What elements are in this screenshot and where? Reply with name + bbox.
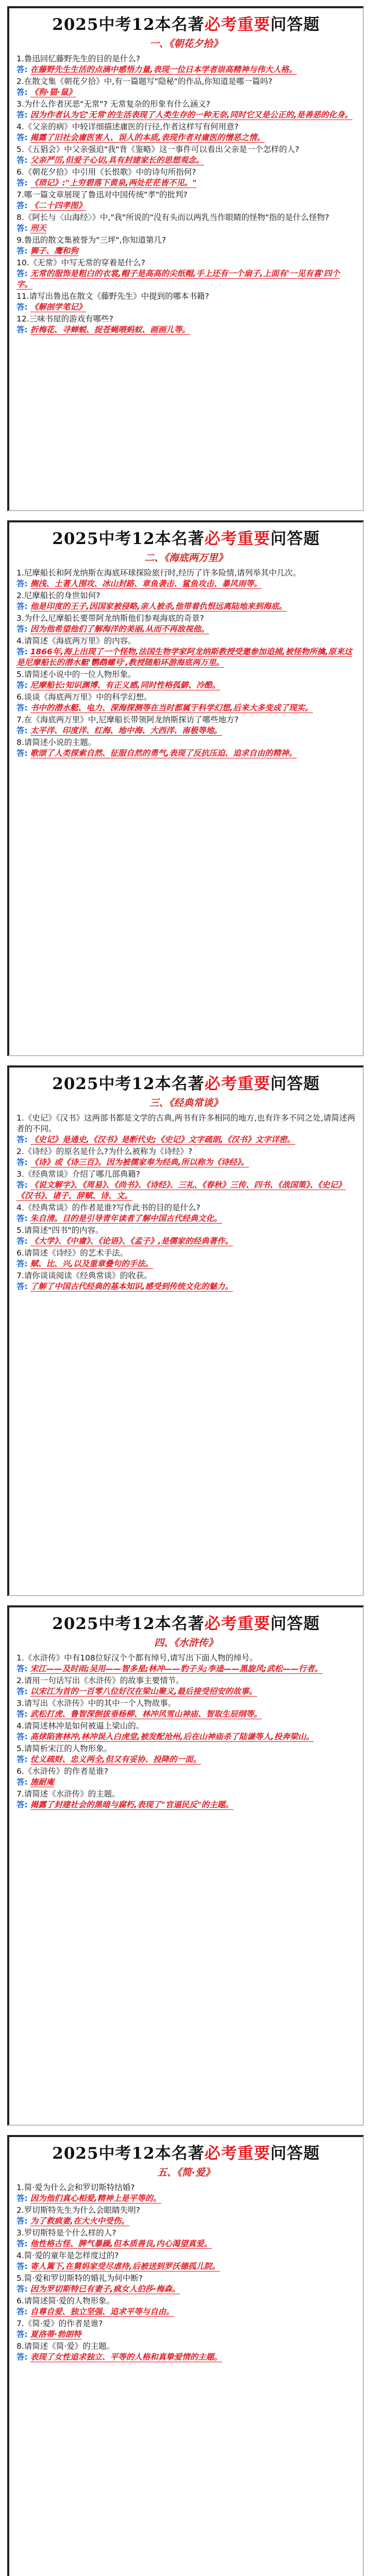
answer: 答: 刑天 [16,224,46,233]
answer: 答: 因为罗切斯特已有妻子,疯女人伯莎·梅森。 [16,2284,180,2294]
question: 1.尼摩船长和阿龙纳斯在海底环球探险旅行时,经历了许多险情,请列举其中几次。 [16,568,301,578]
question: 12.三味书屋的游戏有哪些? [16,314,113,324]
qa-list [16,1653,356,1810]
answer: 答: 朱自清。目的是引导青年读者了解中国古代经典文化。 [16,1214,222,1223]
answer: 答: 《解剖学笔记》 [16,302,87,312]
answer: 答: 无常的服饰是粗白的衣裳,帽子是高高的尖纸帽,手上还有一个扇子,上面有'一见有喜'四个字。 [16,269,340,289]
section-subtitle: 五、《简·爱》 [157,2167,215,2178]
question: 11.请写出鲁迅在散文《藤野先生》中提到的哪本书籍? [16,292,209,301]
question: 5.请简述小说中的一位人物形象。 [16,670,136,679]
section-shuihu [7,1605,364,2126]
section-subtitle: 四、《水浒传》 [154,1637,218,1649]
qa-list [16,568,356,759]
answer: 答: 折梅花、寻蝉蜕、捉苍蝇喂蚂蚁、画画儿等。 [16,325,190,334]
answer: 答: 表现了女性追求独立、平等的人格和真挚爱情的主题。 [16,2352,222,2362]
answer: 答: 因为他希望他们了解海洋的美丽,从而不再敌视他。 [16,624,209,634]
qa-list [16,1113,356,1292]
question: 2.罗切斯特先生为什么会眼睛失明? [16,2206,141,2215]
answer: 答: 《大学》、《中庸》、《论语》、《孟子》,是儒家的经典著作。 [16,1236,233,1246]
answer: 答: 仗义疏财、忠义两全,但又有妥协、投降的一面。 [16,1755,201,1764]
answer: 答: 他性格古怪、脾气暴躁,但本质善良,内心渴望真爱。 [16,2239,212,2248]
answer: 答: 狮子、鹰和狗 [16,246,78,256]
answer: 答: 为了救疯妻,在大火中受伤。 [16,2216,129,2226]
answer: 答: 赋、比、兴,以及重章叠句的手法。 [16,1259,154,1268]
answer: 答: 《史记》是通史,《汉书》是断代史;《史记》文字疏朗,《汉书》文字详密。 [16,1135,295,1144]
question: 1.《水浒传》中有108位好汉个个都有绰号,请写出下面人物的绰号。 [16,1653,258,1663]
section-title: 2025中考12本名著必考重要问答题 [52,1075,320,1093]
answer: 答: 揭露了封建社会的黑暗与腐朽,表现了"官逼民反"的主题。 [16,1800,233,1809]
section-title: 2025中考12本名著必考重要问答题 [52,2144,320,2163]
question: 1.鲁迅回忆藤野先生的目的是什么? [16,54,141,63]
answer: 答: 1866年,海上出现了一个怪物,法国生物学家阿龙纳斯教授受邀参加追捕,被怪物所擒,原来这是尼摩船长的潜水艇'鹦鹉螺号',教授随船环游海底两万里。 [16,647,352,667]
answer: 答: 施耐庵 [16,1777,55,1787]
question: 5.请简述"四书"的内容。 [16,1226,104,1235]
question: 4.请简述林冲是如何被逼上梁山的。 [16,1721,144,1731]
question: 7.《简·爱》的作者是谁? [16,2319,103,2328]
question: 5.简·爱和罗切斯特的婚礼为何中断? [16,2274,143,2283]
answer: 答: 寄人篱下,在舅妈家受尽虐待,后被送到罗沃德孤儿院。 [16,2262,220,2271]
answer: 答: 父亲严厉,但爱子心切,具有封建家长的思想观念。 [16,156,204,165]
answer: 答: 宋江——及时雨;吴用——智多星;林冲——豹子头;李逵——黑旋风;武松——行者。 [16,1664,323,1673]
answer: 答: 搁浅、土著人围攻、冰山封路、章鱼袭击、鲨鱼攻击、暴风雨等。 [16,579,262,588]
question: 9.鲁迅的散文集被誉为"三坪",你知道第几? [16,235,166,245]
question: 6.请简述简·爱的人物形象。 [16,2296,115,2306]
question: 7.哪一篇文章展现了鲁迅对中国传统"孝"的批判? [16,190,188,199]
section-title: 2025中考12本名著必考重要问答题 [52,530,320,548]
answer: 答: 因为他们真心相爱,精神上是平等的。 [16,2194,161,2203]
answer: 答: 揭露了旧社会庸医害人、误人的本质,表现作者对庸医的憎恶之情。 [16,133,265,142]
question: 2.尼摩船长的身世如何? [16,591,100,600]
question: 4.《父亲的病》中较详细描述庸医的行径,作者这样写有何用意? [16,122,239,131]
section-jianai [7,2135,364,2576]
answer: 答: 了解了中国古代经典的基本知识,感受到传统文化的魅力。 [16,1282,233,1291]
answer: 答: 书中的潜水艇、电力、深海探测等在当时都属于科学幻想,后来大多变成了现实。 [16,703,313,713]
answer: 答: 《琐记》:"上穷碧落下黄泉,两处茫茫皆不见。" [16,178,197,188]
question: 5.《五猖会》中父亲强迫"我"背《鉴略》这一事件可以看出父亲是一个怎样的人? [16,145,299,154]
question: 5.请简析宋江的人物形象。 [16,1744,112,1753]
answer: 答: 在藤野先生生活的点滴中感悟力量,表现一位日本学者崇高精神与伟大人格。 [16,65,297,74]
question: 7.请你谈谈阅读《经典常谈》的收获。 [16,1271,152,1280]
qa-list [16,2182,356,2363]
answer: 答: 《二十四孝图》 [16,201,87,210]
question: 8.请简述《简·爱》的主题。 [16,2342,115,2351]
question: 8.《阿长与〈山海经〉》中,"我"所说的"没有头而以两乳当作眼睛的怪物"指的是什么怪物? [16,213,329,222]
answer: 答: 尼摩船长:知识渊博、有正义感,同时性格孤僻、冷酷。 [16,681,221,690]
question: 1.《史记》《汉书》这两部书都是文学的古典,两书有许多相同的地方,也有许多不同之处,请简述两者的不同。 [16,1113,356,1133]
question: 2.《诗经》的原名是什么?为什么被称为《诗经》? [16,1147,193,1156]
answer: 答: 太平洋、印度洋、红海、地中海、大西洋、南极等地。 [16,726,222,735]
question: 10.《无常》中写无常的穿着是什么? [16,258,145,267]
question: 7.请简述《水浒传》的主题。 [16,1789,120,1799]
answer: 答: 因为作者认为它'无常'的生活表现了人类生存的一种无奈,同时它又是公正的,是善恶的化身。 [16,110,353,120]
question: 4.请简述《海底两万里》的内容。 [16,636,136,646]
question: 3.《经典常谈》介绍了哪几部典籍? [16,1170,141,1179]
question: 2.请用一句话写出《水浒传》的故事主要情节。 [16,1676,184,1685]
question: 2.在散文集《朝花夕拾》中,有一篇题写"隐秘"的作品,你知道是哪一篇吗? [16,77,273,86]
question: 3.罗切斯特是个什么样的人? [16,2228,116,2238]
question: 6.《朝花夕拾》中引用《长恨歌》中的诗句所指何? [16,167,196,177]
answer: 答: 高俅陷害林冲,林冲误入白虎堂,被发配沧州,后在山神庙杀了陆谦等人,投奔梁山。 [16,1732,314,1741]
question: 8.请简述小说的主题。 [16,738,96,747]
question: 6.谈谈《海底两万里》中的科学幻想。 [16,692,152,702]
answer: 答: 自尊自爱、独立坚强、追求平等与自由。 [16,2307,174,2316]
qa-list [16,54,356,335]
question: 4.《经典常谈》的作者是谁?写作此书的目的是什么? [16,1203,200,1212]
section-subtitle: 二、《海底两万里》 [144,552,228,564]
question: 7.在《海底两万里》中,尼摩船长带领阿龙纳斯探访了哪些地方? [16,715,239,724]
section-subtitle: 一、《朝花夕拾》 [149,38,223,49]
section-title: 2025中考12本名著必考重要问答题 [52,1615,320,1633]
answer: 答: 他是印度的王子,因国家被侵略,亲人被杀,他带着仇恨远离陆地来到海底。 [16,602,287,611]
answer: 答: 《诗》或《诗三百》。因为被儒家奉为经典,所以称为《诗经》。 [16,1158,249,1167]
section-haidi [7,520,364,1056]
question: 6.《水浒传》的作者是谁? [16,1767,109,1776]
section-title: 2025中考12本名著必考重要问答题 [52,15,320,34]
section-subtitle: 三、《经典常谈》 [149,1097,223,1109]
answer: 答: 歌颂了人类探索自然、征服自然的勇气,表现了反抗压迫、追求自由的精神。 [16,749,297,758]
answer: 答: 《狗·猫·鼠》 [16,88,76,97]
question: 1.简·爱为什么会和罗切斯特结婚? [16,2183,135,2192]
answer: 答: 以宋江为首的一百零八位好汉在梁山聚义,最后接受招安的故事。 [16,1687,257,1696]
section-chaohuaxishi [7,6,364,511]
question: 3.请写出《水浒传》中的其中一个人物故事。 [16,1699,176,1708]
answer: 答: 《说文解字》、《周易》、《尚书》、《诗经》、三礼、《春秋》三传、四书、《战国策》、《史记》《汉书》、诸子、辞赋、诗、文。 [16,1180,346,1200]
question: 3.为什么作者厌恶"无常"? 无常复杂的形象有什么涵义? [16,99,210,109]
answer: 答: 夏洛蒂·勃朗特 [16,2330,81,2339]
question: 3.为什么尼摩船长要带阿龙纳斯他们参观海底的奇景? [16,614,205,623]
question: 4.简·爱的童年是怎样度过的? [16,2251,119,2260]
answer: 答: 武松打虎、鲁智深倒拔垂杨柳、林冲风雪山神庙、智取生辰纲等。 [16,1709,262,1719]
question: 6.请简述《诗经》的艺术手法。 [16,1248,128,1258]
section-jingdian [7,1065,364,1596]
